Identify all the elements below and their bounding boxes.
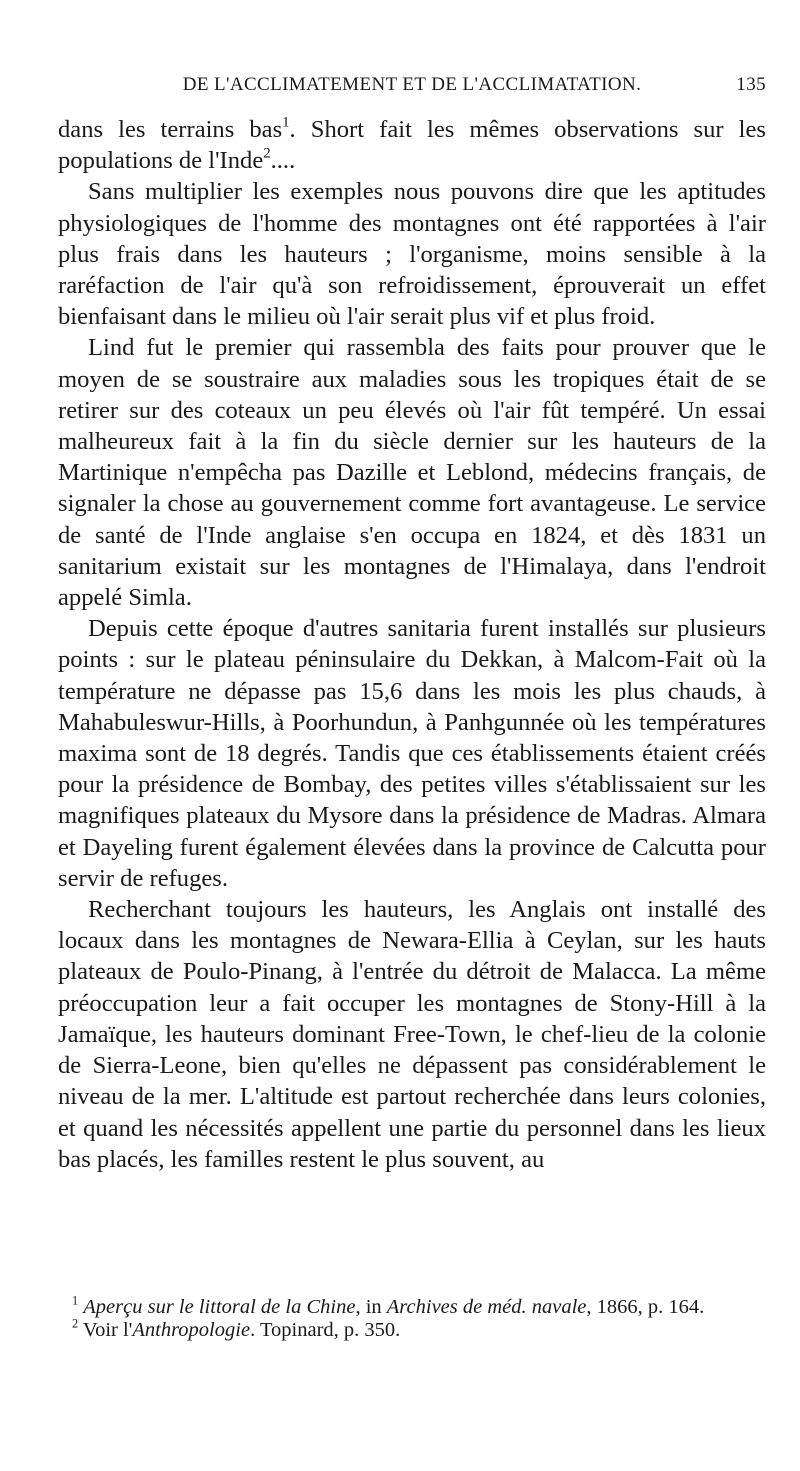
paragraph: Recherchant toujours les hauteurs, les Anglais ont installé des locaux dans les montagnes de Newara-Ellia à Ceylan, sur les hauts plateaux de Poulo-Pinang, à l'entrée du détroit de Malacca. La même préoccupation leur a fait occuper les montagnes de Stony-Hill à la Jamaïque, les hauteurs dominant Free-Town, le chef-lieu de la colonie de Sierra-Leone, bien qu'elles ne dépassent pas considérablement le niveau de la mer. L'altitude est partout recherchée dans leurs colonies, et quand les nécessités appellent une partie du personnel dans les lieux bas placés, les familles restent le plus souvent, au: [58, 896, 766, 1173]
footnote-text: Voir l': [82, 1318, 133, 1341]
footnote-ref-1: 1: [282, 114, 290, 131]
footnote-1: [58, 1293, 766, 1319]
paragraph-continued: [58, 114, 766, 176]
footnote-mark: 2: [72, 1315, 79, 1330]
footnote-title: Anthropologie: [132, 1318, 251, 1341]
paragraph-text: . Short fait les mêmes observations sur les populations de l'Inde: [58, 116, 766, 175]
footnote-journal: Archives de méd. navale: [386, 1296, 587, 1318]
footnote-text: . Topinard, p. 350.: [250, 1318, 401, 1341]
footnote-mark: 1: [72, 1293, 79, 1308]
page-number: 135: [736, 74, 766, 95]
footnotes: [58, 1293, 766, 1341]
body-text: [58, 114, 766, 1175]
paragraph: Depuis cette époque d'autres sanitaria furent installés sur plusieurs points : sur le plateau péninsulaire du Dekkan, à Malcom-Fait où la température ne dépasse pas 15,6 dans les mois les plus chauds, à Mahabuleswur-Hills, à Poorhundun, à Panhgunnée où les températures maxima sont de 18 degrés. Tandis que ces établissements étaient créés pour la présidence de Bombay, des petites villes s'établissaient sur les magnifiques plateaux du Mysore dans la présidence de Madras. Almara et Dayeling furent également élevées dans la province de Calcutta pour servir de refuges.: [58, 615, 766, 892]
paragraph: Lind fut le premier qui rassembla des faits pour prouver que le moyen de se soustraire aux maladies sous les tropiques était de se retirer sur des coteaux un peu élevés où l'air fût tempéré. Un essai malheureux fait à la fin du siècle dernier sur les hauteurs de la Martinique n'empêcha pas Dazille et Leblond, médecins français, de signaler la chose au gouvernement comme fort avantageuse. Le service de santé de l'Inde anglaise s'en occupa en 1824, et dès 1831 un sanitarium existait sur les montagnes de l'Himalaya, dans l'endroit appelé Simla.: [58, 334, 766, 612]
running-title: DE L'ACCLIMATEMENT ET DE L'ACCLIMATATION.: [182, 74, 642, 95]
footnote-title: Aperçu sur le littoral de la Chine: [83, 1296, 356, 1318]
running-head: [56, 74, 768, 102]
paragraph-text: ....: [270, 147, 296, 175]
footnote-text: , in: [355, 1296, 387, 1318]
footnote-ref-2: 2: [263, 145, 271, 162]
paragraph: Sans multiplier les exemples nous pouvons dire que les aptitudes physiologiques de l'homme des montagnes ont été rapportées à l'air plus frais dans les hauteurs ; l'organisme, moins sensible à la raréfaction de l'air qu'à son refroidissement, éprouverait un effet bienfaisant dans le milieu où l'air serait plus vif et plus froid.: [58, 178, 766, 331]
footnote-text: , 1866, p. 164.: [586, 1296, 705, 1318]
paragraph-text: dans les terrains bas: [58, 116, 283, 143]
footnote-2: [58, 1315, 766, 1342]
